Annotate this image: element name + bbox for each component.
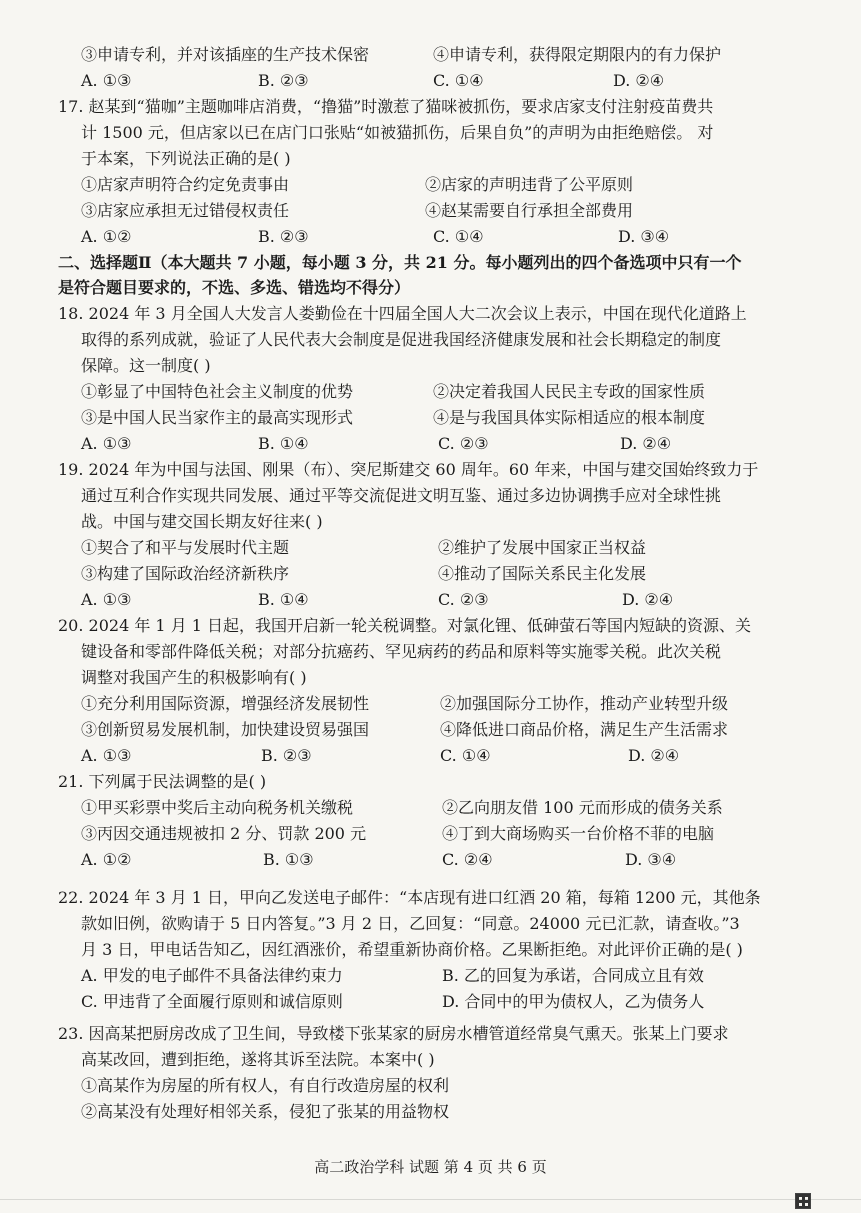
- q18-option-c: C. ②③: [438, 434, 489, 453]
- q22-stem-line-1: 22. 2024 年 3 月 1 日，甲向乙发送电子邮件：“本店现有进口红酒 20 箱，每箱 1200 元，其他条: [58, 888, 761, 907]
- q21-statement-3: ③丙因交通违规被扣 2 分、罚款 200 元: [81, 824, 367, 843]
- qr-code-icon: [795, 1193, 811, 1209]
- q16-option-b: B. ②③: [258, 71, 309, 90]
- q21-statement-4: ④丁到大商场购买一台价格不菲的电脑: [442, 824, 715, 843]
- q19-statement-2: ②维护了发展中国家正当权益: [438, 538, 647, 557]
- q16-statement-3: ③申请专利，并对该插座的生产技术保密: [81, 45, 370, 64]
- q21-statement-1: ①甲买彩票中奖后主动向税务机关缴税: [81, 798, 354, 817]
- q17-statement-2: ②店家的声明违背了公平原则: [425, 175, 634, 194]
- q20-option-b: B. ②③: [261, 746, 312, 765]
- q16-option-c: C. ①④: [433, 71, 484, 90]
- q17-stem-line-1: 17. 赵某到“猫咖”主题咖啡店消费，“撸猫”时激惹了猫咪被抓伤，要求店家支付注射疫苗费共: [58, 97, 714, 116]
- q20-option-a: A. ①③: [81, 746, 132, 765]
- q21-statement-2: ②乙向朋友借 100 元而形成的债务关系: [442, 798, 723, 817]
- q23-statement-2: ②高某没有处理好相邻关系，侵犯了张某的用益物权: [81, 1102, 450, 1121]
- q20-stem-line-2: 键设备和零部件降低关税；对部分抗癌药、罕见病药的药品和原料等实施零关税。此次关税: [81, 642, 722, 661]
- q18-stem-line-2: 取得的系列成就，验证了人民代表大会制度是促进我国经济健康发展和社会长期稳定的制度: [81, 330, 722, 349]
- q21-option-a: A. ①②: [81, 850, 132, 869]
- q22-stem-line-2: 款如旧例，欲购请于 5 日内答复。”3 月 2 日，乙回复：“同意。24000 元已汇款，请查收。”3: [81, 914, 740, 933]
- q16-statement-4: ④申请专利，获得限定期限内的有力保护: [433, 45, 722, 64]
- q22-option-d: D. 合同中的甲为债权人，乙为债务人: [442, 992, 705, 1011]
- q23-statement-1: ①高某作为房屋的所有权人，有自行改造房屋的权利: [81, 1076, 450, 1095]
- q18-stem-line-1: 18. 2024 年 3 月全国人大发言人娄勤俭在十四届全国人大二次会议上表示，中国在现代化道路上: [58, 304, 747, 323]
- q21-option-b: B. ①③: [263, 850, 314, 869]
- q20-option-c: C. ①④: [440, 746, 491, 765]
- q19-option-c: C. ②③: [438, 590, 489, 609]
- q19-option-d: D. ②④: [622, 590, 674, 609]
- q18-statement-2: ②决定着我国人民民主专政的国家性质: [433, 382, 706, 401]
- q21-option-c: C. ②④: [442, 850, 493, 869]
- q23-stem-line-1: 23. 因高某把厨房改成了卫生间，导致楼下张某家的厨房水槽管道经常臭气熏天。张某上门要求: [58, 1024, 729, 1043]
- q18-option-d: D. ②④: [620, 434, 672, 453]
- q19-option-b: B. ①④: [258, 590, 309, 609]
- q20-stem-line-3: 调整对我国产生的积极影响有( ): [81, 668, 307, 687]
- q20-option-d: D. ②④: [628, 746, 680, 765]
- q18-statement-1: ①彰显了中国特色社会主义制度的优势: [81, 382, 354, 401]
- q22-option-b: B. 乙的回复为承诺，合同成立且有效: [442, 966, 704, 985]
- q20-statement-3: ③创新贸易发展机制，加快建设贸易强国: [81, 720, 370, 739]
- q16-option-a: A. ①③: [81, 71, 132, 90]
- q18-statement-4: ④是与我国具体实际相适应的根本制度: [433, 408, 706, 427]
- q18-stem-line-3: 保障。这一制度( ): [81, 356, 211, 375]
- q20-statement-1: ①充分利用国际资源，增强经济发展韧性: [81, 694, 370, 713]
- q16-option-d: D. ②④: [613, 71, 665, 90]
- q20-statement-4: ④降低进口商品价格，满足生产生活需求: [440, 720, 729, 739]
- q17-statement-4: ④赵某需要自行承担全部费用: [425, 201, 634, 220]
- q20-stem-line-1: 20. 2024 年 1 月 1 日起，我国开启新一轮关税调整。对氯化锂、低砷萤石等国内短缺的资源、关: [58, 616, 752, 635]
- q17-option-a: A. ①②: [81, 227, 132, 246]
- q17-option-b: B. ②③: [258, 227, 309, 246]
- q23-stem-line-2: 高某改回，遭到拒绝，遂将其诉至法院。本案中( ): [81, 1050, 435, 1069]
- q17-stem-line-3: 于本案，下列说法正确的是( ): [81, 149, 291, 168]
- q22-option-c: C. 甲违背了全面履行原则和诚信原则: [81, 992, 343, 1011]
- q17-statement-3: ③店家应承担无过错侵权责任: [81, 201, 290, 220]
- q21-stem-line-1: 21. 下列属于民法调整的是( ): [58, 772, 267, 791]
- q17-stem-line-2: 计 1500 元，但店家以已在店门口张贴“如被猫抓伤，后果自负”的声明为由拒绝赔偿。 对: [81, 123, 714, 142]
- q17-option-c: C. ①④: [433, 227, 484, 246]
- q19-stem-line-1: 19. 2024 年为中国与法国、刚果（布）、突尼斯建交 60 周年。60 年来，中国与建交国始终致力于: [58, 460, 759, 479]
- q20-statement-2: ②加强国际分工协作，推动产业转型升级: [440, 694, 729, 713]
- q22-stem-line-3: 月 3 日，甲电话告知乙，因红酒涨价，希望重新协商价格。乙果断拒绝。对此评价正确的是( ): [81, 940, 743, 959]
- q18-statement-3: ③是中国人民当家作主的最高实现形式: [81, 408, 354, 427]
- q19-statement-1: ①契合了和平与发展时代主题: [81, 538, 290, 557]
- q19-statement-3: ③构建了国际政治经济新秩序: [81, 564, 290, 583]
- q19-stem-line-2: 通过互利合作实现共同发展、通过平等交流促进文明互鉴、通过多边协调携手应对全球性挑: [81, 486, 722, 505]
- scan-edge-line: [0, 1199, 861, 1200]
- q18-option-b: B. ①④: [258, 434, 309, 453]
- q19-option-a: A. ①③: [81, 590, 132, 609]
- q17-statement-1: ①店家声明符合约定免责事由: [81, 175, 290, 194]
- section-2-heading-line-1: 二、选择题Ⅱ（本大题共 7 小题，每小题 3 分，共 21 分。每小题列出的四个备选项中只有一个: [58, 253, 742, 272]
- page-footer: 高二政治学科 试题 第 4 页 共 6 页: [314, 1158, 547, 1176]
- q18-option-a: A. ①③: [81, 434, 132, 453]
- q19-stem-line-3: 战。中国与建交国长期友好往来( ): [81, 512, 323, 531]
- q17-option-d: D. ③④: [618, 227, 670, 246]
- q21-option-d: D. ③④: [625, 850, 677, 869]
- q22-option-a: A. 甲发的电子邮件不具备法律约束力: [81, 966, 343, 985]
- q19-statement-4: ④推动了国际关系民主化发展: [438, 564, 647, 583]
- section-2-heading-line-2: 是符合题目要求的，不选、多选、错选均不得分）: [58, 278, 411, 297]
